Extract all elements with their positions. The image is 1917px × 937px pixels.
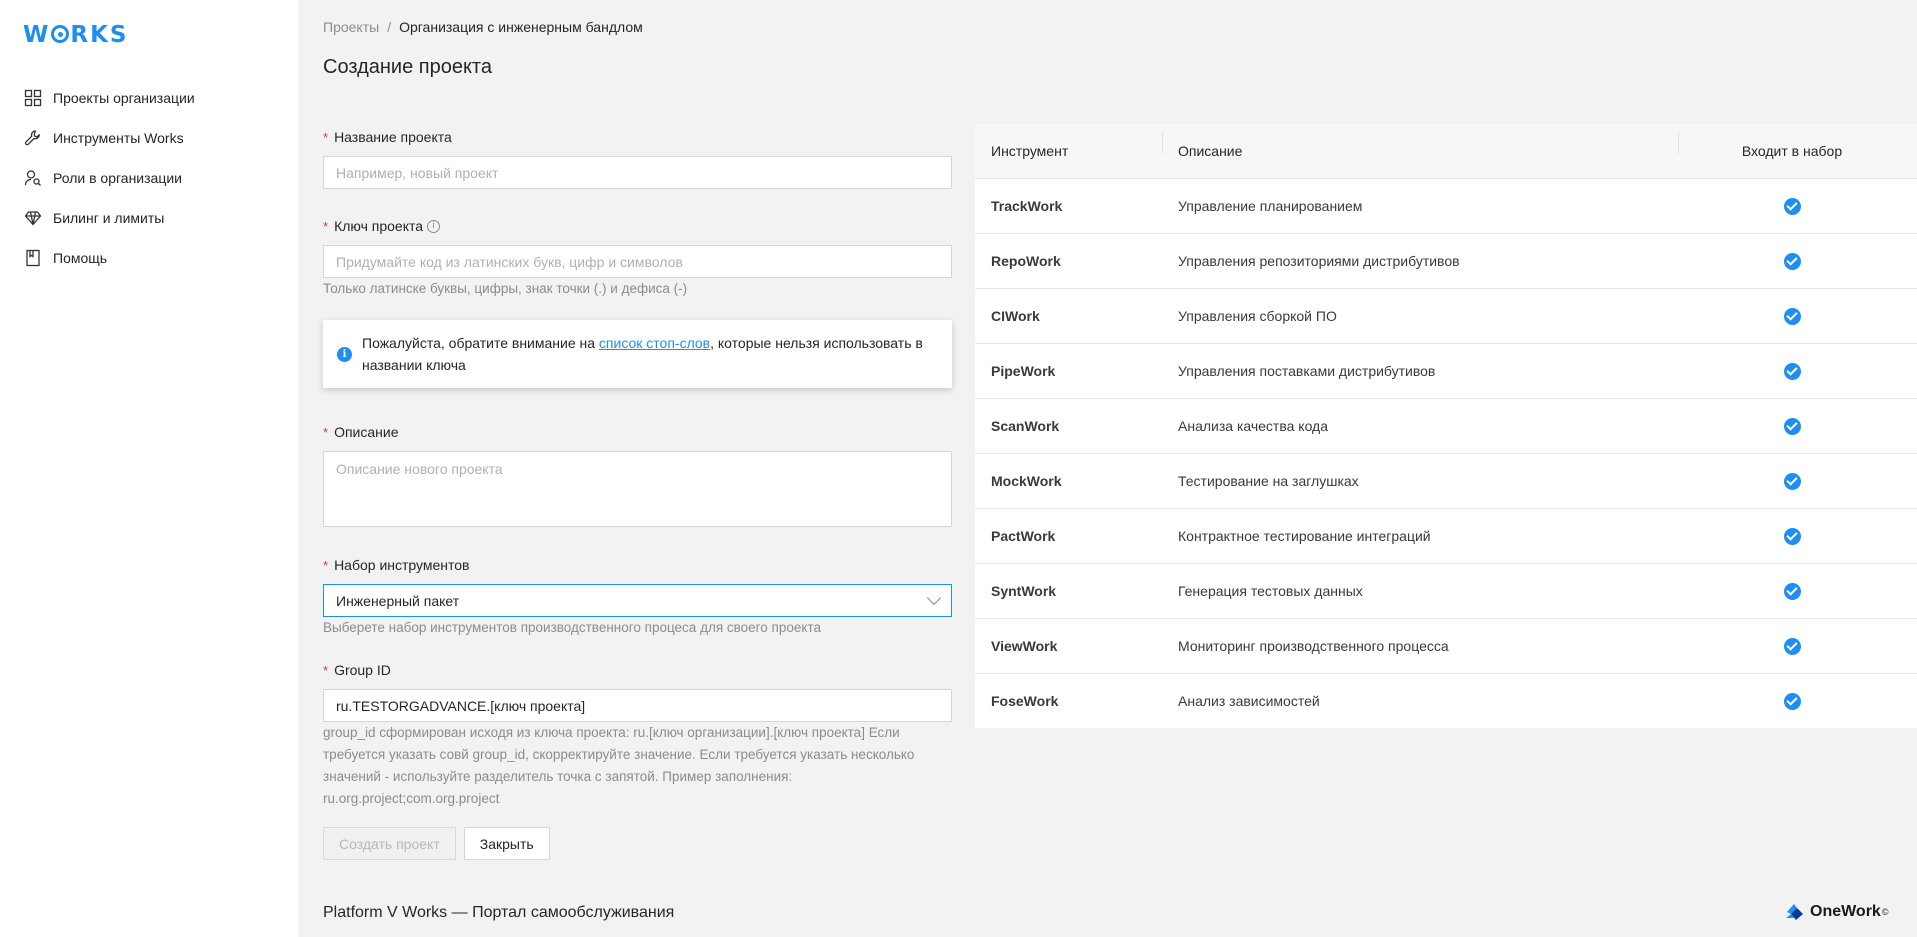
project-key-hint: Только латинске буквы, цифры, знак точки (.) и дефиса (-)	[323, 281, 688, 296]
tool-name-cell: SyntWork	[991, 583, 1057, 599]
required-mark: *	[323, 424, 329, 440]
column-header-description: Описание	[1162, 143, 1678, 159]
sidebar	[0, 0, 298, 937]
group-id-hint: group_id сформирован исходя из ключа проекта: ru.[ключ организации].[ключ проекта] Если требуется указать совй group_id, скорректируйте значение. Если требуется указать несколько значений - используйте разделитель точка с запятой. Пример заполнения: ru.org.project;com.org.project	[323, 725, 915, 806]
table-row	[975, 453, 1917, 508]
tool-description-cell: Анализа качества кода	[1178, 418, 1329, 434]
onework-logo-icon	[1784, 902, 1806, 922]
check-circle-icon	[1784, 693, 1801, 710]
alert-text-after: , которые нельзя использовать в названии ключа	[362, 335, 923, 373]
toolset-label-text: Набор инструментов	[334, 557, 470, 573]
tool-name-cell: FoseWork	[991, 693, 1059, 709]
user-search-icon	[24, 169, 42, 187]
stop-words-link[interactable]: список стоп-слов	[598, 335, 711, 351]
check-circle-icon	[1784, 473, 1801, 490]
included-cell	[1678, 418, 1906, 435]
required-mark: *	[323, 218, 329, 234]
grid-icon	[24, 89, 42, 107]
wrench-icon	[24, 129, 42, 147]
sidebar-item-label: Проекты организации	[53, 90, 195, 106]
table-row	[975, 288, 1917, 343]
brand-name: OneWork	[1810, 903, 1881, 920]
page-title: Создание проекта	[323, 56, 492, 78]
check-circle-icon	[1784, 308, 1801, 325]
description-label-text: Описание	[334, 424, 399, 440]
sidebar-item-roles[interactable]	[0, 158, 298, 198]
tool-name-cell: TrackWork	[991, 198, 1063, 214]
included-cell	[1678, 308, 1906, 325]
sidebar-item-label: Инструменты Works	[53, 130, 184, 146]
included-cell	[1678, 198, 1906, 215]
tool-name-cell: ScanWork	[991, 418, 1060, 434]
tool-name-cell: RepoWork	[991, 253, 1061, 269]
group-id-label-text: Group ID	[334, 662, 391, 678]
stop-words-alert	[323, 320, 952, 388]
table-row	[975, 398, 1917, 453]
included-cell	[1678, 473, 1906, 490]
tool-name-cell: PactWork	[991, 528, 1056, 544]
project-name-label-text: Название проекта	[334, 129, 452, 145]
logo-o-mark	[51, 25, 69, 43]
included-cell	[1678, 528, 1906, 545]
onework-brand[interactable]	[1784, 902, 1888, 922]
table-header	[975, 124, 1917, 178]
table-row	[975, 563, 1917, 618]
sidebar-item-projects[interactable]	[0, 78, 298, 118]
included-cell	[1678, 583, 1906, 600]
toolset-selected-value: Инженерный пакет	[336, 592, 460, 609]
group-id-label	[323, 659, 952, 681]
sidebar-item-label: Помощь	[53, 250, 108, 266]
column-header-tool: Инструмент	[991, 143, 1069, 159]
check-circle-icon	[1784, 253, 1801, 270]
required-mark: *	[323, 129, 329, 145]
tool-description-cell: Контрактное тестирование интеграций	[1178, 528, 1431, 544]
required-mark: *	[323, 557, 329, 573]
tool-description-cell: Управление планированием	[1178, 198, 1363, 214]
tool-description-cell: Генерация тестовых данных	[1178, 583, 1363, 599]
breadcrumb-root-link[interactable]: Проекты	[323, 19, 380, 35]
included-cell	[1678, 363, 1906, 380]
brand-mark: ©	[1881, 907, 1889, 917]
table-row	[975, 508, 1917, 563]
tool-name-cell: MockWork	[991, 473, 1062, 489]
sidebar-item-label: Билинг и лимиты	[53, 210, 165, 226]
table-row	[975, 673, 1917, 728]
alert-text-before: Пожалуйста, обратите внимание на	[362, 335, 599, 351]
info-icon[interactable]: i	[427, 220, 440, 233]
toolset-label	[323, 554, 952, 576]
check-circle-icon	[1784, 638, 1801, 655]
tool-description-cell: Мониторинг производственного процесса	[1178, 638, 1449, 654]
diamond-icon	[24, 209, 42, 227]
alert-text	[362, 332, 938, 376]
check-circle-icon	[1784, 418, 1801, 435]
sidebar-item-label: Роли в организации	[53, 170, 182, 186]
sidebar-item-billing[interactable]	[0, 198, 298, 238]
group-id-input[interactable]	[323, 689, 952, 722]
included-cell	[1678, 693, 1906, 710]
tools-table	[975, 124, 1917, 728]
table-row	[975, 233, 1917, 288]
close-button[interactable]: Закрыть	[464, 827, 550, 860]
included-cell	[1678, 253, 1906, 270]
breadcrumb-separator: /	[387, 19, 392, 35]
table-body	[975, 178, 1917, 728]
description-label	[323, 421, 952, 443]
project-key-input[interactable]	[323, 245, 952, 278]
check-circle-icon	[1784, 198, 1801, 215]
breadcrumb-current: Организация с инженерным бандлом	[399, 19, 643, 35]
tool-name-cell: PipeWork	[991, 363, 1056, 379]
breadcrumb	[323, 19, 643, 35]
project-name-input[interactable]	[323, 156, 952, 189]
tool-description-cell: Управления репозиториями дистрибутивов	[1178, 253, 1460, 269]
toolset-hint: Выберете набор инструментов производственного процеса для своего проекта	[323, 620, 821, 635]
table-row	[975, 618, 1917, 673]
check-circle-icon	[1784, 528, 1801, 545]
project-key-label	[323, 215, 952, 237]
project-name-label	[323, 126, 952, 148]
column-header-included-text: Входит в набор	[1741, 143, 1843, 159]
tool-description-cell: Тестирование на заглушках	[1178, 473, 1359, 489]
check-circle-icon	[1784, 363, 1801, 380]
works-logo[interactable]: W RKS	[23, 22, 129, 48]
footer-title: Platform V Works — Портал самообслуживания	[323, 904, 675, 921]
tool-description-cell: Управления поставками дистрибутивов	[1178, 363, 1436, 379]
check-circle-icon	[1784, 583, 1801, 600]
project-key-label-text: Ключ проекта	[334, 218, 424, 234]
required-mark: *	[323, 662, 329, 678]
sidebar-item-help[interactable]	[0, 238, 298, 278]
tool-description-cell: Анализ зависимостей	[1178, 693, 1320, 709]
chevron-down-icon	[927, 591, 941, 605]
description-textarea[interactable]	[323, 451, 952, 527]
tool-name-cell: ViewWork	[991, 638, 1058, 654]
create-project-button[interactable]: Создать проект	[323, 827, 456, 860]
sidebar-nav	[0, 78, 298, 278]
tool-description-cell: Управления сборкой ПО	[1178, 308, 1337, 324]
form-actions	[323, 827, 952, 860]
info-filled-icon: i	[337, 347, 352, 362]
sidebar-item-tools[interactable]	[0, 118, 298, 158]
column-header-included	[1678, 143, 1906, 159]
tool-name-cell: CIWork	[991, 308, 1040, 324]
included-cell	[1678, 638, 1906, 655]
create-project-form	[323, 126, 952, 860]
table-row	[975, 343, 1917, 398]
toolset-select[interactable]	[323, 584, 952, 617]
book-icon	[24, 249, 42, 267]
table-row	[975, 178, 1917, 233]
